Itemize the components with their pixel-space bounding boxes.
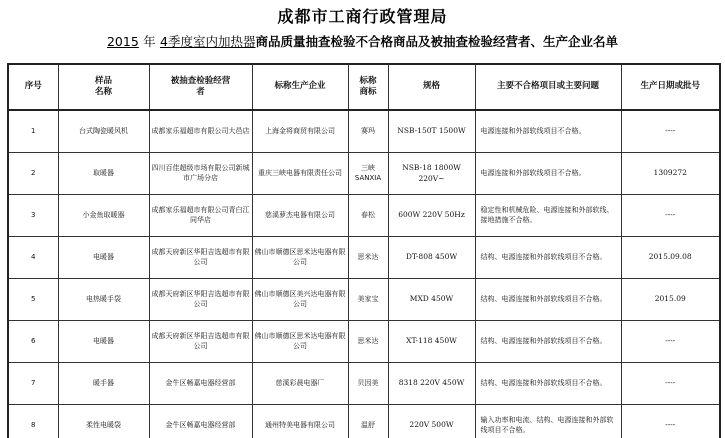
header-brand-line1: 标称 [359, 75, 377, 86]
cell-maker: 通州特美电器有限公司 [252, 405, 348, 438]
table-row [8, 237, 720, 279]
cell-maker: 佛山市顺德区思米达电器有限公司 [252, 321, 348, 363]
cell-date: ---- [621, 363, 720, 405]
cell-date: ---- [621, 110, 720, 153]
page-title: 成都市工商行政管理局 [277, 7, 448, 26]
cell-no: 2 [8, 153, 58, 195]
cell-date: 2015.09 [621, 279, 720, 321]
cell-issue: 结构、电源连接和外部软线项目不合格。 [475, 363, 621, 405]
header-brand [348, 64, 388, 110]
cell-brand: 温舒 [348, 405, 388, 438]
subtitle-description: 商品质量抽查检验不合格商品及被抽查检验经营者、生产企业名单 [255, 34, 619, 49]
cell-no: 6 [8, 321, 58, 363]
cell-seller: 成都天府新区华阳吉选超市有限公司 [149, 279, 252, 321]
cell-maker: 上海金将商贸有限公司 [252, 110, 348, 153]
header-brand-line2: 商标 [359, 87, 377, 97]
cell-product: 暖手器 [58, 363, 149, 405]
cell-seller: 成都天府新区华阳吉选超市有限公司 [149, 321, 252, 363]
header-product [58, 64, 149, 110]
cell-no: 8 [8, 405, 58, 438]
cell-brand: 美家宝 [348, 279, 388, 321]
table-header-row [8, 64, 720, 110]
cell-product: 台式陶瓷暖风机 [58, 110, 149, 153]
cell-seller: 四川百佳超级市场有限公司新城市广场分店 [149, 153, 252, 195]
cell-no: 5 [8, 279, 58, 321]
cell-product: 小金鱼取暖器 [58, 195, 149, 237]
cell-spec: 600W 220V 50Hz [388, 195, 475, 237]
cell-seller: 成都家乐福超市有限公司大邑店 [149, 110, 252, 153]
cell-brand: 赛玛 [348, 110, 388, 153]
cell-no: 7 [8, 363, 58, 405]
cell-maker: 慈溪萝杰电器有限公司 [252, 195, 348, 237]
cell-brand: 思米达 [348, 237, 388, 279]
cell-product: 电暖器 [58, 321, 149, 363]
cell-issue: 稳定性和机械危险、电源连接和外部软线、接地措施不合格。 [475, 195, 621, 237]
header-no: 序号 [8, 64, 58, 110]
cell-brand: 春松 [348, 195, 388, 237]
header-product-line1: 样品 [94, 75, 112, 86]
cell-spec: 220V 500W [388, 405, 475, 438]
header-product-line2: 名称 [94, 87, 112, 97]
subtitle-product-type: 季度室内加热器 [167, 34, 256, 49]
table-row [8, 363, 720, 405]
cell-issue: 结构、电源连接和外部软线项目不合格。 [475, 321, 621, 363]
cell-brand: 思米达 [348, 321, 388, 363]
table-row [8, 195, 720, 237]
cell-issue: 电源连接和外部软线项目不合格。 [475, 153, 621, 195]
cell-issue: 电源连接和外部软线项目不合格。 [475, 110, 621, 153]
cell-product: 电热暖手袋 [58, 279, 149, 321]
subtitle-year: 2015 [106, 34, 139, 49]
table-row [8, 110, 720, 153]
cell-seller: 成都家乐福超市有限公司青白江同华店 [149, 195, 252, 237]
cell-product: 柔性电暖袋 [58, 405, 149, 438]
cell-no: 4 [8, 237, 58, 279]
cell-no: 1 [8, 110, 58, 153]
table-row [8, 279, 720, 321]
header-seller-line1: 被抽查检验经营 [170, 75, 231, 86]
cell-spec: DT-808 450W [388, 237, 475, 279]
cell-spec: XT-118 450W [388, 321, 475, 363]
results-table [7, 63, 721, 438]
cell-date: ---- [621, 195, 720, 237]
cell-spec: MXD 450W [388, 279, 475, 321]
cell-product: 取暖器 [58, 153, 149, 195]
cell-seller: 金牛区畅嘉电器经营部 [149, 363, 252, 405]
cell-issue: 结构、电源连接和外部软线项目不合格。 [475, 237, 621, 279]
header-maker: 标称生产企业 [252, 64, 348, 110]
header-seller [149, 64, 252, 110]
cell-maker: 佛山市顺德区美兴达电器有限公司 [252, 279, 348, 321]
cell-date: ---- [621, 321, 720, 363]
cell-no: 3 [8, 195, 58, 237]
table-row [8, 153, 720, 195]
cell-spec: NSB-150T 1500W [388, 110, 475, 153]
cell-date: 1309272 [621, 153, 720, 195]
cell-seller: 金牛区畅嘉电器经营部 [149, 405, 252, 438]
cell-issue: 输入功率和电流、结构、电源连接和外部软线项目不合格。 [475, 405, 621, 438]
table-row [8, 405, 720, 438]
cell-maker: 佛山市顺德区思米达电器有限公司 [252, 237, 348, 279]
header-spec: 规格 [388, 64, 475, 110]
cell-date: ---- [621, 405, 720, 438]
table-row [8, 321, 720, 363]
header-seller-line2: 者 [196, 87, 205, 97]
cell-spec: 8318 220V 450W [388, 363, 475, 405]
subtitle-quarter: 4 [160, 34, 168, 49]
cell-seller: 成都天府新区华阳吉选超市有限公司 [149, 237, 252, 279]
cell-issue: 结构、电源连接和外部软线项目不合格。 [475, 279, 621, 321]
header-date: 生产日期或批号 [621, 64, 720, 110]
cell-brand: 贝因美 [348, 363, 388, 405]
cell-date: 2015.09.08 [621, 237, 720, 279]
header-issue: 主要不合格项目或主要问题 [475, 64, 621, 110]
cell-maker: 重庆三峡电器有限责任公司 [252, 153, 348, 195]
cell-spec: NSB-18 1800W 220V~ [388, 153, 475, 195]
subtitle-year-unit: 年 [143, 34, 156, 49]
cell-brand: 三峡 SANXIA [348, 153, 388, 195]
page-subtitle [0, 32, 725, 50]
cell-product: 电暖器 [58, 237, 149, 279]
cell-maker: 慈溪彩晨电器厂 [252, 363, 348, 405]
